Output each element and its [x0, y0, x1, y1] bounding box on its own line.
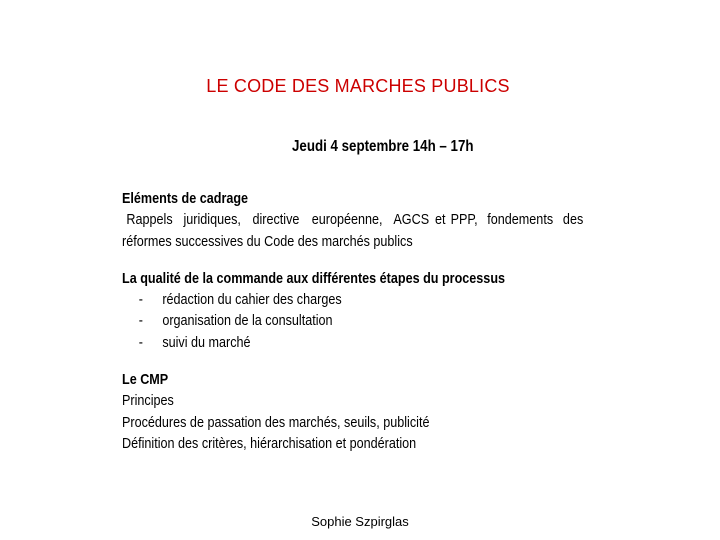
word: directive: [252, 211, 300, 229]
section-cadrage-line-1: [122, 209, 585, 230]
list-item: [122, 332, 511, 353]
bullet-dash: -: [138, 333, 143, 351]
word: AGCS: [393, 211, 430, 229]
section-heading-cmp: Le CMP: [122, 371, 169, 389]
section-heading-qualite: La qualité de la commande aux différentes étapes du processus: [122, 269, 506, 287]
list-item: [122, 289, 511, 310]
section-cadrage-line-2: réformes successives du Code des marchés publics: [122, 232, 413, 250]
word: PPP,: [450, 211, 478, 229]
bullet-dash: -: [138, 312, 143, 330]
list-item-text: suivi du marché: [162, 333, 251, 351]
section-cmp-line: Principes: [122, 392, 174, 410]
list-item-text: rédaction du cahier des charges: [162, 291, 342, 309]
slide-title: LE CODE DES MARCHES PUBLICS: [206, 76, 510, 96]
section-cmp-line: Procédures de passation des marchés, seuils, publicité: [122, 413, 430, 431]
word: juridiques,: [183, 211, 242, 229]
section-cmp-line: Définition des critères, hiérarchisation et pondération: [122, 434, 417, 452]
justified-line: [122, 209, 585, 230]
word: et: [434, 211, 446, 229]
spacer: [122, 353, 585, 369]
word: des: [562, 211, 583, 229]
word: Rappels: [126, 211, 173, 229]
list-item-text: organisation de la consultation: [162, 312, 333, 330]
bullet-dash: -: [138, 291, 143, 309]
section-heading-cadrage: Eléments de cadrage: [122, 190, 249, 207]
session-date: Jeudi 4 septembre 14h – 17h: [292, 138, 474, 155]
author-footer: Sophie Szpirglas: [311, 514, 409, 529]
word: fondements: [487, 211, 554, 229]
spacer: [122, 252, 585, 268]
word: européenne,: [311, 211, 383, 229]
slide-content: [122, 188, 585, 454]
list-item: [122, 310, 511, 331]
